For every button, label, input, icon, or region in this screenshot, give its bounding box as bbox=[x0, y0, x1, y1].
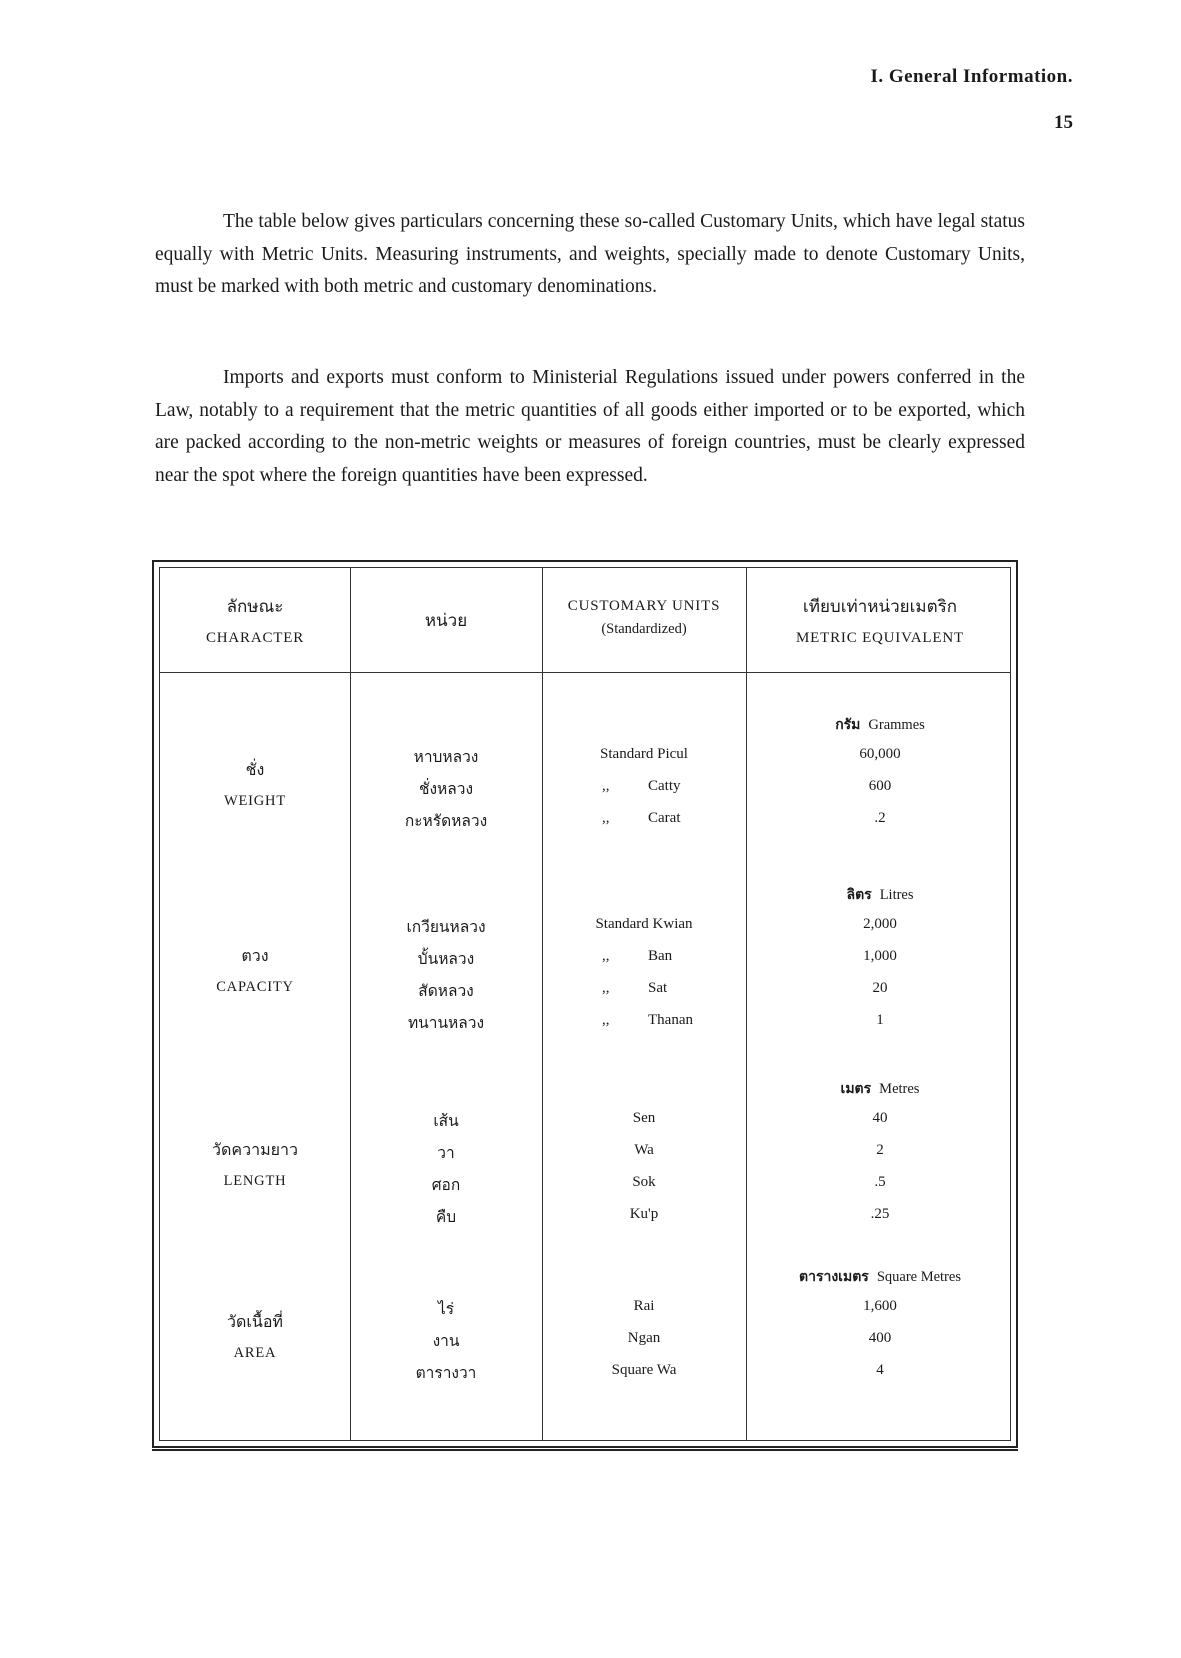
header-customary bbox=[542, 568, 746, 672]
units-table bbox=[152, 560, 1018, 1448]
character-english: AREA bbox=[233, 1345, 277, 1361]
customary-unit: Ku'p bbox=[629, 1206, 659, 1222]
unit-thai-name: บั้นหลวง bbox=[417, 950, 475, 968]
unit-thai-name: คืบ bbox=[435, 1208, 457, 1226]
metric-unit-label bbox=[746, 884, 1014, 906]
table-bottom-rule bbox=[152, 1449, 1018, 1451]
ditto-mark: ,, bbox=[602, 1012, 610, 1028]
header-character-thai: ลักษณะ bbox=[226, 597, 284, 617]
customary-unit: Square Wa bbox=[611, 1362, 677, 1378]
page-number: 15 bbox=[1054, 112, 1073, 133]
metric-value: 2,000 bbox=[863, 916, 897, 932]
metric-unit-thai: เมตร bbox=[840, 1081, 872, 1097]
character-area bbox=[160, 1310, 350, 1362]
character-english: LENGTH bbox=[223, 1173, 287, 1189]
metric-value: 60,000 bbox=[859, 746, 901, 762]
metric-value: .25 bbox=[870, 1206, 890, 1222]
metric-value: 600 bbox=[868, 778, 892, 794]
character-length bbox=[160, 1138, 350, 1190]
metric-value: 40 bbox=[872, 1110, 888, 1126]
metric-unit-label bbox=[746, 714, 1014, 736]
ditto-mark: ,, bbox=[602, 980, 610, 996]
customary-unit: Standard Kwian bbox=[595, 916, 693, 932]
character-thai: วัดความยาว bbox=[212, 1140, 298, 1159]
customary-unit: Sok bbox=[632, 1174, 656, 1190]
metric-value: .5 bbox=[874, 1174, 886, 1190]
customary-unit-name: Catty bbox=[648, 778, 681, 794]
customary-unit: Wa bbox=[634, 1142, 654, 1158]
header-character bbox=[160, 568, 350, 672]
unit-thai-name: กะหรัดหลวง bbox=[404, 812, 488, 830]
character-thai: วัดเนื้อที่ bbox=[227, 1312, 283, 1331]
header-divider bbox=[160, 672, 1010, 673]
metric-unit-thai: กรัม bbox=[835, 717, 861, 733]
metric-unit-english: Grammes bbox=[868, 717, 925, 733]
character-english: CAPACITY bbox=[216, 979, 294, 995]
header-metric-thai: เทียบเท่าหน่วยเมตริก bbox=[802, 597, 958, 617]
customary-unit-name: Ban bbox=[648, 948, 673, 964]
unit-thai-name: ศอก bbox=[431, 1176, 461, 1194]
unit-thai-name: ชั่งหลวง bbox=[418, 780, 474, 798]
unit-thai-name: ตารางวา bbox=[415, 1364, 477, 1382]
metric-unit-english: Litres bbox=[879, 887, 914, 903]
customary-unit-name: Carat bbox=[648, 810, 681, 826]
ditto-mark: ,, bbox=[602, 778, 610, 794]
metric-value: .2 bbox=[874, 810, 886, 826]
metric-value: 4 bbox=[876, 1362, 884, 1378]
unit-thai-name: สัดหลวง bbox=[418, 982, 474, 1000]
header-metric-label: METRIC EQUIVALENT bbox=[796, 630, 964, 646]
metric-unit-thai: ลิตร bbox=[846, 887, 872, 903]
paragraph-imports-exports: Imports and exports must conform to Ministerial Regulations issued under powers conferred in the Law, notably to a requirement that the metric quantities of all goods either imported or to be exported, which are packed according to the non-metric weights or measures of foreign countries, must be clearly expressed near the spot where the foreign quantities have been expressed. bbox=[155, 367, 1025, 486]
metric-value: 1,000 bbox=[863, 948, 897, 964]
unit-thai-name: เส้น bbox=[433, 1112, 459, 1130]
metric-unit-label bbox=[746, 1266, 1014, 1288]
metric-unit-thai: ตารางเมตร bbox=[799, 1269, 869, 1285]
character-capacity bbox=[160, 944, 350, 996]
ditto-mark: ,, bbox=[602, 810, 610, 826]
metric-unit-label bbox=[746, 1078, 1014, 1100]
unit-thai-name: ทนานหลวง bbox=[407, 1014, 485, 1032]
metric-value: 1 bbox=[876, 1012, 884, 1028]
unit-thai-name: ไร่ bbox=[437, 1300, 455, 1318]
header-unit bbox=[350, 568, 542, 672]
unit-thai-name: วา bbox=[437, 1144, 455, 1162]
header-character-label: CHARACTER bbox=[205, 630, 305, 646]
unit-thai-name: เกวียนหลวง bbox=[406, 918, 486, 936]
metric-value: 20 bbox=[872, 980, 888, 996]
customary-unit: Standard Picul bbox=[600, 746, 688, 762]
metric-unit-english: Metres bbox=[879, 1081, 920, 1097]
metric-value: 2 bbox=[876, 1142, 884, 1158]
ditto-mark: ,, bbox=[602, 948, 610, 964]
unit-thai-name: งาน bbox=[432, 1332, 460, 1350]
metric-value: 400 bbox=[868, 1330, 892, 1346]
metric-unit-english: Square Metres bbox=[876, 1269, 961, 1285]
section-header: I. General Information. bbox=[870, 66, 1073, 87]
paragraph-customary-units: The table below gives particulars concerning these so-called Customary Units, which have legal status equally with Metric Units. Measuring instruments, and weights, specially made to denote Customary Units, must be marked with both metric and customary denominations. bbox=[155, 211, 1025, 297]
character-weight bbox=[160, 758, 350, 810]
customary-unit-name: Sat bbox=[648, 980, 668, 996]
units-table-inner bbox=[159, 567, 1011, 1441]
customary-unit: Sen bbox=[632, 1110, 656, 1126]
character-thai: ตวง bbox=[241, 946, 269, 965]
unit-thai-name: หาบหลวง bbox=[413, 748, 479, 766]
header-metric bbox=[746, 568, 1014, 672]
character-thai: ชั่ง bbox=[245, 760, 265, 779]
customary-unit: Rai bbox=[633, 1298, 655, 1314]
customary-unit-name: Thanan bbox=[648, 1012, 693, 1028]
character-english: WEIGHT bbox=[224, 793, 286, 809]
header-customary-label: CUSTOMARY UNITS bbox=[567, 598, 721, 614]
metric-value: 1,600 bbox=[863, 1298, 897, 1314]
header-unit-thai: หน่วย bbox=[424, 610, 468, 631]
header-customary-sub: (Standardized) bbox=[601, 621, 687, 637]
customary-unit: Ngan bbox=[627, 1330, 661, 1346]
